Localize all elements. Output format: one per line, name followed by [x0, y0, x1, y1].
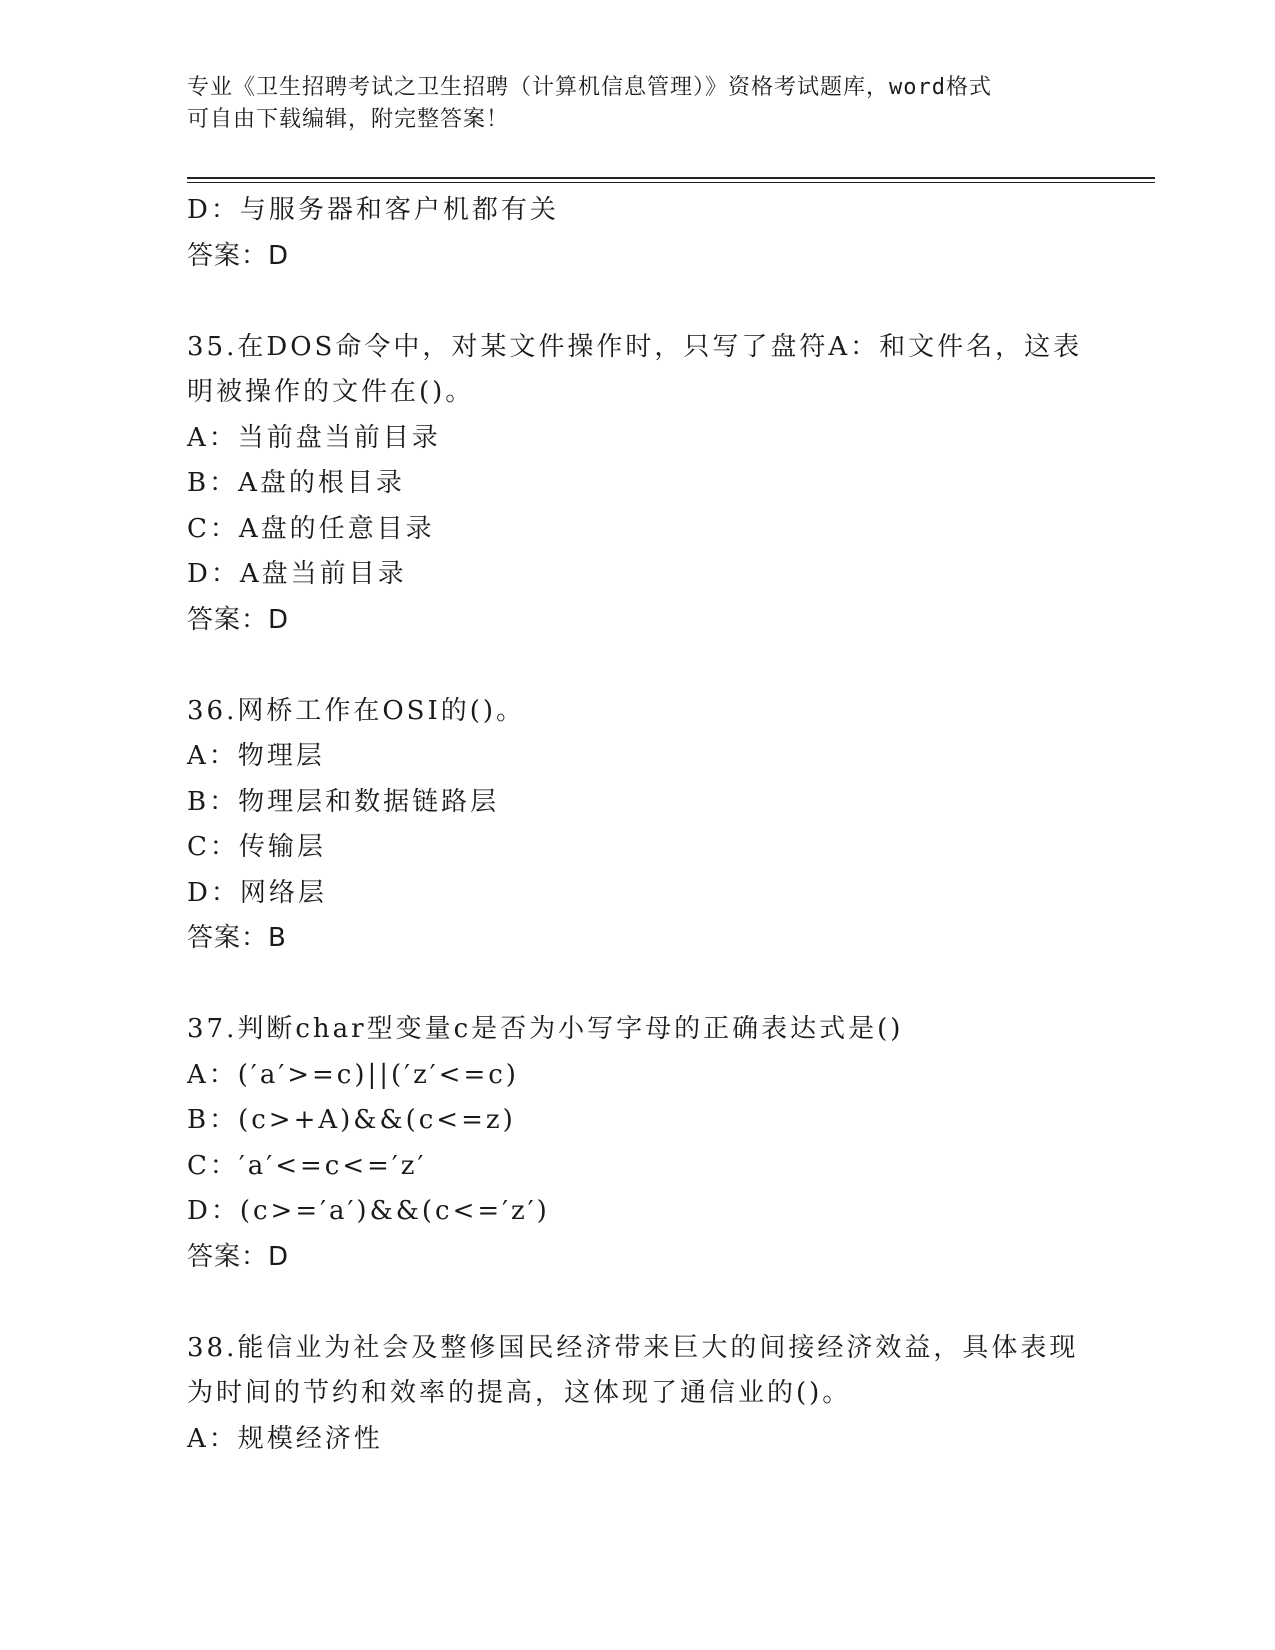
question-stem: 37.判断char型变量c是否为小写字母的正确表达式是()	[187, 1014, 904, 1044]
header-divider-thick	[187, 177, 1155, 179]
question-stem: 明被操作的文件在()。	[187, 377, 475, 407]
option-b: B：物理层和数据链路层	[187, 786, 500, 817]
question-stem: 36.网桥工作在OSI的()。	[187, 695, 526, 726]
header-divider-thin	[187, 182, 1155, 183]
option-c: C：′a′<=c<=′z′	[187, 1150, 427, 1181]
option-d: D：A盘当前目录	[187, 559, 407, 589]
answer: 答案：D	[187, 1241, 290, 1272]
header-line-2: 可自由下载编辑，附完整答案！	[187, 107, 510, 132]
question-list	[187, 188, 1127, 1462]
answer: 答案：D	[187, 604, 290, 635]
question-stem: 38.能信业为社会及整修国民经济带来巨大的间接经济效益，具体表现	[187, 1332, 1079, 1363]
option-a: A：物理层	[187, 741, 325, 771]
option-a: A：(′a′>=c)||(′z′<=c)	[187, 1059, 519, 1090]
option-a: A：当前盘当前目录	[187, 422, 441, 453]
question-38	[187, 1326, 1127, 1463]
question-stem: 35.在DOS命令中，对某文件操作时，只写了盘符A：和文件名，这表	[187, 331, 1083, 362]
option-b: B：A盘的根目录	[187, 468, 405, 498]
option-d: D：网络层	[187, 877, 327, 908]
header-line-1: 专业《卫生招聘考试之卫生招聘（计算机信息管理）》资格考试题库，word格式	[187, 75, 992, 100]
option-b: B：(c>+A)&&(c<=z)	[187, 1105, 516, 1135]
document-header	[187, 72, 1067, 136]
option-a: A：规模经济性	[187, 1423, 383, 1454]
prev-option-d: D：与服务器和客户机都有关	[187, 195, 559, 225]
option-d: D：(c>=′a′)&&(c<=′z′)	[187, 1196, 550, 1226]
option-c: C：A盘的任意目录	[187, 513, 435, 544]
question-37	[187, 1007, 1127, 1280]
question-36	[187, 689, 1127, 962]
question-stem: 为时间的节约和效率的提高，这体现了通信业的()。	[187, 1378, 852, 1408]
question-35	[187, 325, 1127, 644]
answer: 答案：B	[187, 923, 287, 953]
option-c: C：传输层	[187, 832, 326, 862]
prev-answer: 答案：D	[187, 240, 290, 271]
